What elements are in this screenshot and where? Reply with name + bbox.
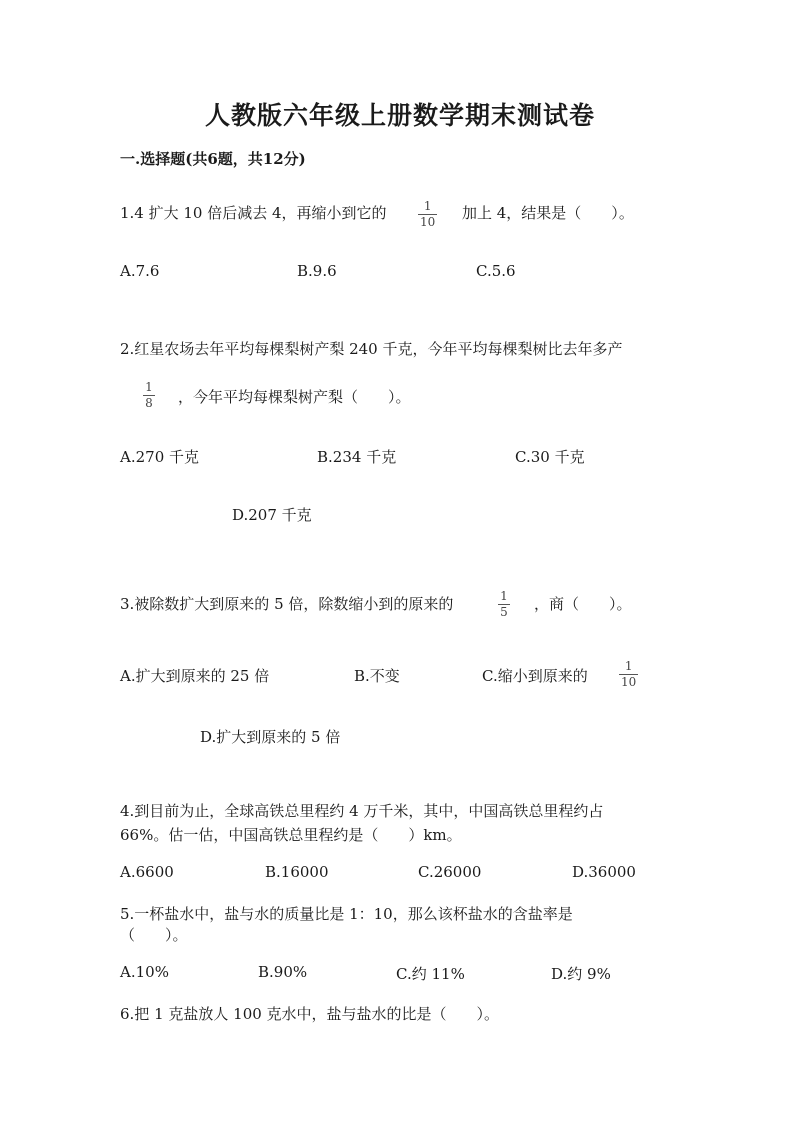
- option-d[interactable]: D.约 9%: [551, 965, 611, 983]
- option-a[interactable]: A.6600: [120, 863, 174, 881]
- question-3-text-b: ，商（ ）。: [534, 595, 632, 613]
- question-6-line-1: 6.把 1 克盐放人 100 克水中，盐与盐水的比是（ ）。: [120, 1005, 500, 1023]
- option-a[interactable]: A.扩大到原来的 25 倍: [120, 667, 270, 685]
- question-1-text-b: 加上 4，结果是（ ）。: [462, 204, 634, 222]
- question-2-line-1: 2.红星农场去年平均每棵梨树产梨 240 千克，今年平均每棵梨树比去年多产: [120, 340, 623, 358]
- question-5-line-1: 5.一杯盐水中，盐与水的质量比是 1：10，那么该杯盐水的含盐率是: [120, 905, 573, 923]
- option-b[interactable]: B.90%: [258, 963, 308, 981]
- option-b[interactable]: B.234 千克: [317, 448, 397, 466]
- option-c[interactable]: C.30 千克: [515, 448, 585, 466]
- option-c[interactable]: C.约 11%: [396, 965, 465, 983]
- fraction-denominator: 10: [621, 675, 637, 689]
- question-4-line-2: 66%。估一估，中国高铁总里程约是（ ）km。: [120, 826, 462, 844]
- question-3-text-a: 3.被除数扩大到原来的 5 倍，除数缩小到的原来的: [120, 595, 454, 613]
- fraction-numerator: 1: [624, 659, 633, 673]
- question-2-fraction: [143, 381, 155, 410]
- option-c[interactable]: C.缩小到原来的: [482, 667, 588, 685]
- option-c[interactable]: C.5.6: [476, 262, 516, 280]
- option-b[interactable]: B.不变: [354, 667, 400, 685]
- option-c[interactable]: C.26000: [418, 863, 482, 881]
- option-b[interactable]: B.16000: [265, 863, 329, 881]
- question-2-line-2: ，今年平均每棵梨树产梨（ ）。: [178, 388, 411, 406]
- fraction-denominator: 5: [500, 605, 508, 619]
- fraction-denominator: 10: [420, 215, 436, 229]
- option-a[interactable]: A.270 千克: [120, 448, 199, 466]
- option-d[interactable]: D.扩大到原来的 5 倍: [200, 728, 341, 746]
- question-1-text-a: 1.4 扩大 10 倍后减去 4，再缩小到它的: [120, 204, 387, 222]
- option-c-fraction: [619, 660, 638, 689]
- fraction-numerator: 1: [500, 589, 508, 603]
- section-heading: 一.选择题(共6题，共12分): [120, 150, 306, 168]
- option-a[interactable]: A.10%: [120, 963, 169, 981]
- option-d[interactable]: D.207 千克: [232, 506, 312, 524]
- fraction-numerator: 1: [145, 380, 153, 394]
- fraction-denominator: 8: [145, 396, 153, 410]
- option-a[interactable]: A.7.6: [120, 262, 160, 280]
- page-title: 人教版六年级上册数学期末测试卷: [204, 101, 595, 130]
- question-3-fraction: [498, 590, 510, 619]
- option-d[interactable]: D.36000: [572, 863, 636, 881]
- question-1-fraction: [418, 200, 437, 229]
- question-5-line-2: （ ）。: [120, 926, 188, 944]
- option-b[interactable]: B.9.6: [297, 262, 337, 280]
- fraction-numerator: 1: [423, 199, 432, 213]
- question-4-line-1: 4.到目前为止，全球高铁总里程约 4 万千米，其中，中国高铁总里程约占: [120, 802, 604, 820]
